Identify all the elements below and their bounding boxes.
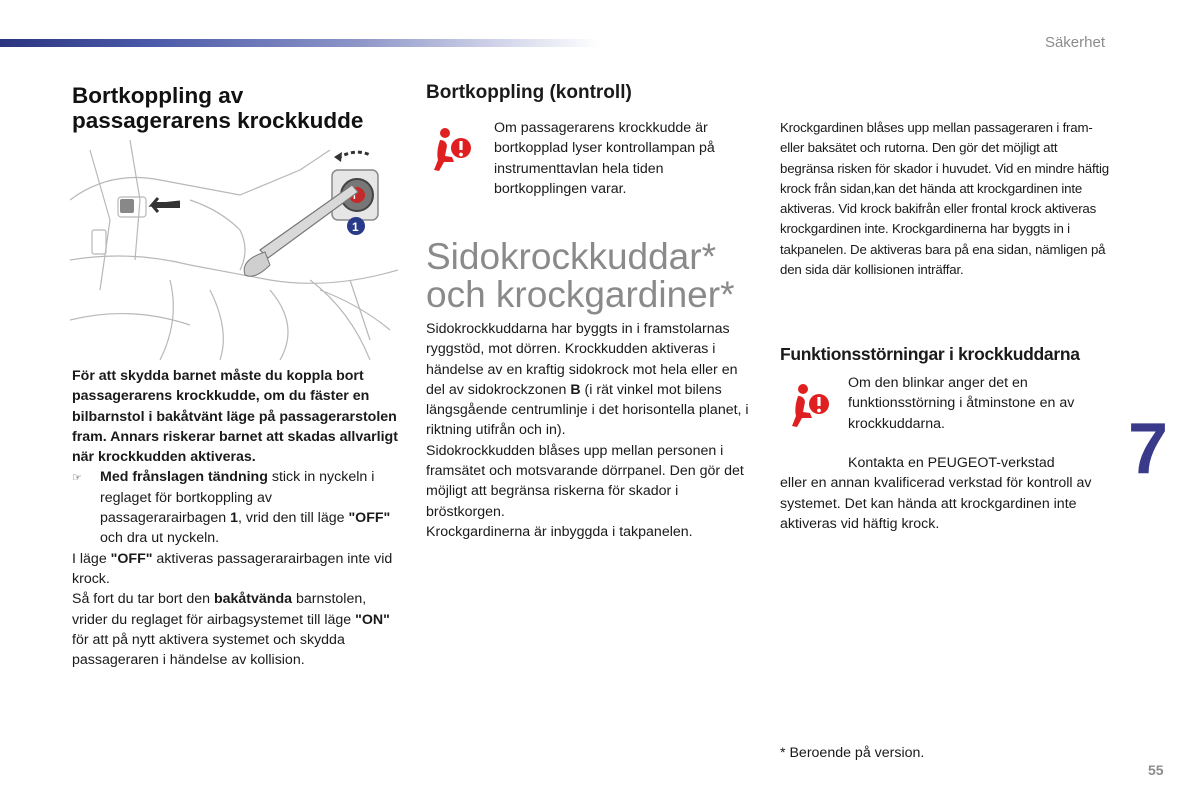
airbag-fault-warning-icon (786, 380, 836, 430)
section-title-control: Bortkoppling (kontroll) (426, 82, 632, 103)
section-title-faults: Funktionsstörningar i krockkuddarna (780, 344, 1080, 364)
airbag-key-switch-illustration (70, 140, 398, 360)
fault-text-2: Kontakta en PEUGEOT-verkstad eller en annan kvalificerad verkstad för kontroll av systemet. Det kan hända att krockgardinen inte aktiveras vid häftig krock. (780, 455, 1092, 532)
deactivation-bullet: ☞ Med frånslagen tändning stick in nyckeln i reglaget för bortkoppling av passagerarairbagen 1, vrid den till läge "OFF" och dra ut nyckeln. (72, 469, 391, 547)
deactivation-text (72, 366, 402, 670)
control-lamp-text: Om passagerarens krockkudde är bortkopplad lyser kontrollampan på instrumenttavlan hela tiden bortkopplingen varar. (494, 120, 715, 197)
illustration-callout-1: 1 (352, 220, 359, 234)
off-position-note: I läge "OFF" aktiveras passagerarairbagen inte vid krock. (72, 550, 393, 587)
footnote: * Beroende på version. (780, 745, 925, 761)
section-title-deactivation: Bortkoppling av passagerarens krockkudde (72, 83, 364, 133)
section-title-side-airbags: Sidokrockkuddar* och krockgardiner* (426, 236, 735, 315)
side-airbags-text (426, 319, 756, 542)
reactivation-note: Så fort du tar bort den bakåtvända barnstolen, vrider du reglaget för airbagsystemet till läge "ON" för att på nytt aktivera systemet och skydda passageraren i händelse av kollision. (72, 591, 390, 669)
passenger-airbag-warning-icon (428, 124, 478, 174)
curtain-airbags-text: Krockgardinen blåses upp mellan passageraren i fram- eller baksätet och rutorna. Den gör det möjligt att begränsa risken för skador i huvudet. Vid en mindre häftig krock från sidan,kan det hända att krockgardinen inte aktiveras. Vid krock bakifrån eller frontal krock aktiveras krockgardinen inte. Krockgardinerna har byggts in i takpanelen. De aktiveras bara på ena sidan, nämligen på den sida där kollisionen inträffar. (780, 120, 1109, 278)
page-number: 55 (1148, 762, 1164, 778)
side-airbags-paragraph-3: Krockgardinerna är inbyggda i takpanelen. (426, 523, 693, 540)
header-gradient-bar (0, 39, 600, 47)
hand-pointer-icon: ☞ (72, 472, 82, 485)
side-airbags-paragraph-1: Sidokrockkuddarna har byggts in i framstolarnas ryggstöd, mot dörren. Krockkudden aktiveras i händelse av en kraftig sidokrock mot hela eller en del av sidokrockzonen B (i rät vinkel mot bilens längsgående centrumlinje i det horisontella planet, i riktning utifrån och in). (426, 321, 749, 439)
side-airbags-paragraph-2: Sidokrockkudden blåses upp mellan personen i framsätet och motsvarande dörrpanel. Den gör det möjligt att begränsa riskerna för skador i bröstkorgen. (426, 442, 744, 520)
chapter-number: 7 (1128, 409, 1169, 489)
child-seat-warning: För att skydda barnet måste du koppla bort passagerarens krockkudde, om du fäster en bilbarnstol i bakåtvänt läge på passagerarstolen fram. Annars riskerar barnet att skadas allvarligt när krockkudden aktiveras. (72, 368, 398, 466)
fault-text-1: Om den blinkar anger det en funktionsstörning i åtminstone en av krockkuddarna. (848, 375, 1075, 432)
svg-text:i: i (353, 191, 356, 202)
section-name: Säkerhet (1044, 34, 1105, 51)
